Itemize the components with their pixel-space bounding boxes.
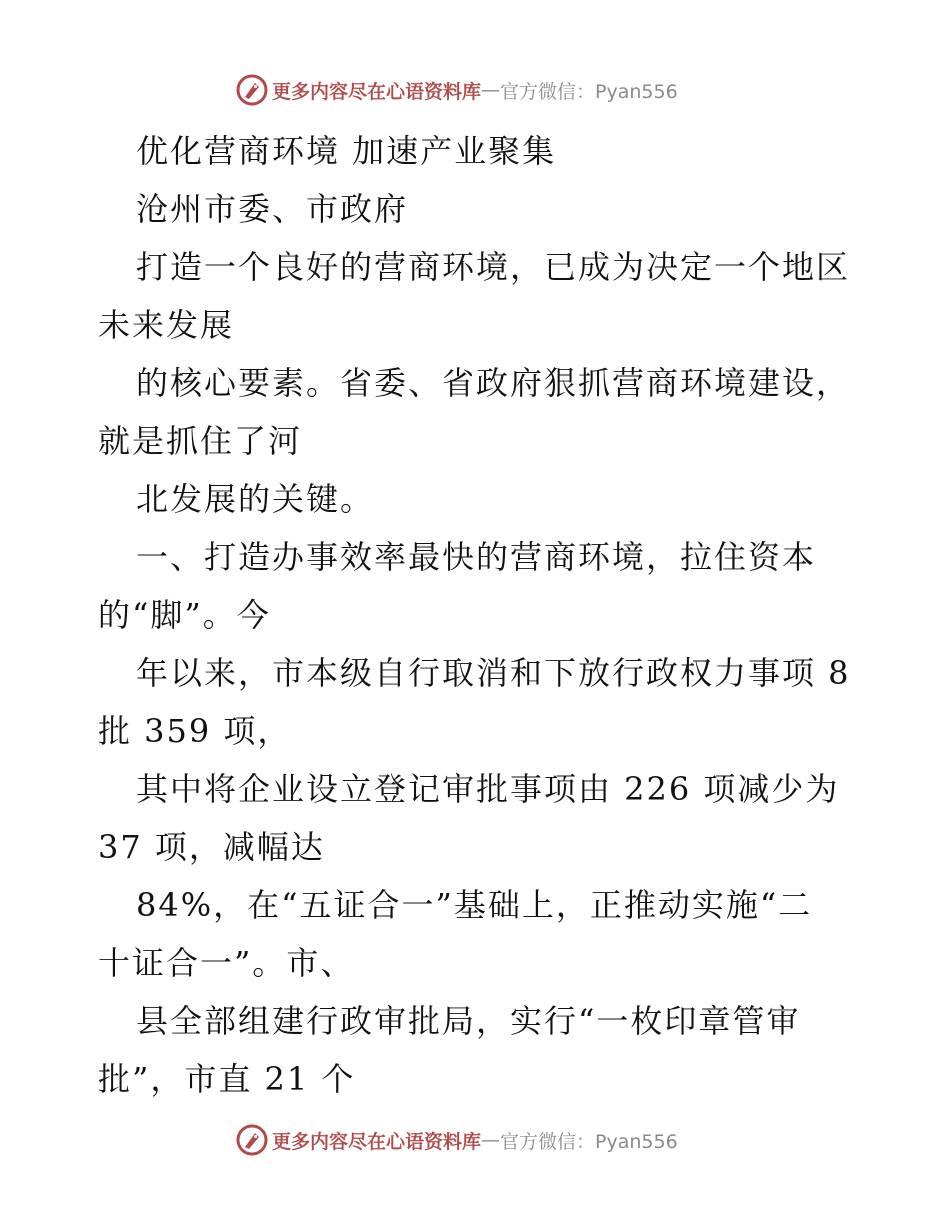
header-banner — [236, 72, 678, 108]
text-line: 批”，市直 21 个 — [98, 1060, 356, 1098]
banner-wechat-text: 官方微信：Pyan556 — [500, 80, 678, 103]
text-line: 一、打造办事效率最快的营商环境，拉住资本 — [136, 538, 817, 576]
banner-separator: — — [481, 79, 501, 101]
text-line: 年以来，市本级自行取消和下放行政权力事项 8 — [136, 654, 851, 692]
text-line: 84%，在“五证合一”基础上，正推动实施“二 — [136, 886, 813, 924]
text-line: 未来发展 — [98, 306, 235, 344]
text-line: 县全部组建行政审批局，实行“一枚印章管审 — [136, 1002, 801, 1040]
text-line: 的“脚”。今 — [98, 596, 271, 634]
banner-main-text: 更多内容尽在心语资料库 — [272, 80, 482, 103]
footer-banner — [236, 1122, 678, 1158]
banner-wechat-text: 官方微信：Pyan556 — [500, 1130, 678, 1153]
banner-separator: — — [481, 1129, 501, 1151]
text-line: 其中将企业设立登记审批事项由 226 项减少为 — [136, 770, 840, 808]
text-line: 优化营商环境 加速产业聚集 — [136, 132, 557, 170]
text-line: 十证合一”。市、 — [98, 944, 355, 982]
text-line: 北发展的关键。 — [136, 480, 375, 518]
text-line: 打造一个良好的营商环境，已成为决定一个地区 — [136, 248, 851, 286]
text-line: 就是抓住了河 — [98, 422, 303, 460]
text-line: 的核心要素。省委、省政府狠抓营商环境建设， — [136, 364, 851, 402]
document-body — [98, 122, 858, 1108]
text-line: 批 359 项， — [98, 712, 292, 750]
pen-nib-logo-icon — [236, 74, 268, 106]
text-line: 沧州市委、市政府 — [136, 190, 409, 228]
text-line: 37 项，减幅达 — [98, 828, 325, 866]
pen-nib-logo-icon — [236, 1124, 268, 1156]
banner-main-text: 更多内容尽在心语资料库 — [272, 1130, 482, 1153]
